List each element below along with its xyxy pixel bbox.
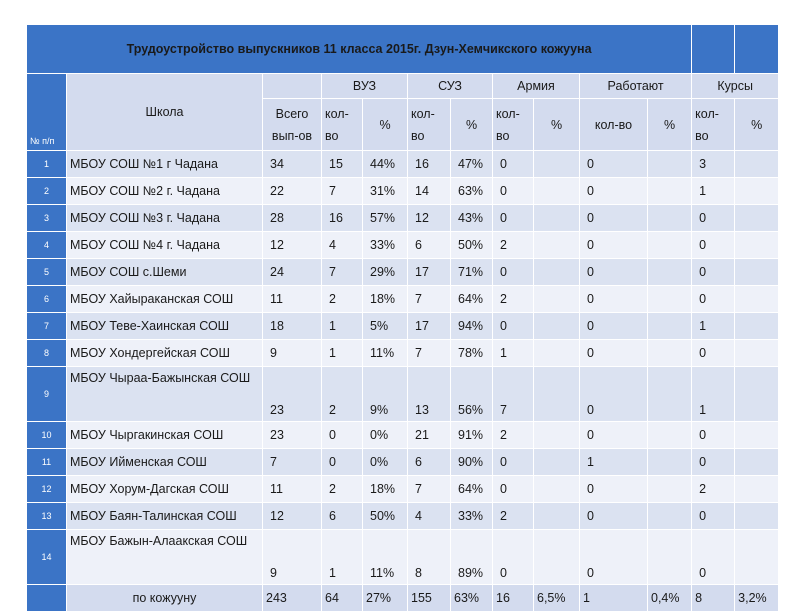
courses-pct xyxy=(735,476,779,503)
vuz-pct: 9% xyxy=(363,367,408,422)
table-row xyxy=(27,503,779,530)
header-kol-line2: во xyxy=(496,128,510,143)
totals-suz-pct: 63% xyxy=(451,585,493,612)
header-vuz: ВУЗ xyxy=(322,74,408,99)
suz-pct: 78% xyxy=(451,340,493,367)
suz-count: 7 xyxy=(408,476,451,503)
header-army: Армия xyxy=(493,74,580,99)
totals-work-pct: 0,4% xyxy=(648,585,692,612)
row-number: 3 xyxy=(27,205,67,232)
totals-vuz-pct: 27% xyxy=(363,585,408,612)
work-count: 0 xyxy=(580,313,648,340)
courses-pct xyxy=(735,367,779,422)
header-courses: Курсы xyxy=(692,74,779,99)
suz-count: 7 xyxy=(408,286,451,313)
army-count: 1 xyxy=(493,340,534,367)
courses-pct xyxy=(735,313,779,340)
courses-pct xyxy=(735,422,779,449)
vuz-pct: 11% xyxy=(363,340,408,367)
work-count: 0 xyxy=(580,367,648,422)
work-pct xyxy=(648,205,692,232)
courses-count: 0 xyxy=(692,503,735,530)
army-count: 2 xyxy=(493,232,534,259)
total-cell: 22 xyxy=(263,178,322,205)
army-pct xyxy=(534,259,580,286)
header-total-line2: вып-ов xyxy=(271,128,313,143)
suz-pct: 50% xyxy=(451,232,493,259)
table-row xyxy=(27,476,779,503)
courses-pct xyxy=(735,232,779,259)
header-vuz-pct: % xyxy=(363,99,408,151)
suz-count: 17 xyxy=(408,313,451,340)
work-pct xyxy=(648,232,692,259)
suz-count: 21 xyxy=(408,422,451,449)
courses-pct xyxy=(735,340,779,367)
total-cell: 7 xyxy=(263,449,322,476)
row-number: 5 xyxy=(27,259,67,286)
courses-pct xyxy=(735,530,779,585)
row-number: 2 xyxy=(27,178,67,205)
school-name: МБОУ Ийменская СОШ xyxy=(67,449,263,476)
total-cell: 34 xyxy=(263,151,322,178)
table-row xyxy=(27,449,779,476)
army-count: 0 xyxy=(493,449,534,476)
courses-count: 0 xyxy=(692,205,735,232)
vuz-pct: 5% xyxy=(363,313,408,340)
vuz-pct: 18% xyxy=(363,476,408,503)
courses-count: 0 xyxy=(692,259,735,286)
courses-pct xyxy=(735,503,779,530)
school-name: МБОУ СОШ №4 г. Чадана xyxy=(67,232,263,259)
vuz-pct: 18% xyxy=(363,286,408,313)
suz-count: 14 xyxy=(408,178,451,205)
suz-pct: 47% xyxy=(451,151,493,178)
army-count: 0 xyxy=(493,259,534,286)
courses-count: 1 xyxy=(692,313,735,340)
suz-pct: 89% xyxy=(451,530,493,585)
school-name: МБОУ Чыргакинская СОШ xyxy=(67,422,263,449)
vuz-count: 1 xyxy=(322,530,363,585)
totals-label: по кожууну xyxy=(67,585,263,612)
vuz-pct: 0% xyxy=(363,449,408,476)
army-pct xyxy=(534,286,580,313)
header-total-blank xyxy=(263,74,322,99)
table-row xyxy=(27,422,779,449)
row-number: 1 xyxy=(27,151,67,178)
school-name: МБОУ Хондергейская СОШ xyxy=(67,340,263,367)
vuz-count: 0 xyxy=(322,449,363,476)
totals-total-cell: 243 xyxy=(263,585,322,612)
courses-count: 0 xyxy=(692,422,735,449)
suz-pct: 64% xyxy=(451,286,493,313)
header-num: № п/п xyxy=(27,74,67,151)
row-number: 4 xyxy=(27,232,67,259)
courses-pct xyxy=(735,151,779,178)
work-pct xyxy=(648,367,692,422)
courses-count: 3 xyxy=(692,151,735,178)
totals-number-blank xyxy=(27,585,67,612)
header-army-count xyxy=(493,99,534,151)
header-suz: СУЗ xyxy=(408,74,493,99)
army-pct xyxy=(534,422,580,449)
school-name: МБОУ Хорум-Дагская СОШ xyxy=(67,476,263,503)
courses-count: 1 xyxy=(692,367,735,422)
work-pct xyxy=(648,449,692,476)
vuz-pct: 11% xyxy=(363,530,408,585)
army-count: 2 xyxy=(493,503,534,530)
total-cell: 23 xyxy=(263,422,322,449)
vuz-count: 7 xyxy=(322,259,363,286)
army-count: 0 xyxy=(493,205,534,232)
school-name: МБОУ СОШ №3 г. Чадана xyxy=(67,205,263,232)
total-cell: 24 xyxy=(263,259,322,286)
vuz-pct: 0% xyxy=(363,422,408,449)
army-pct xyxy=(534,340,580,367)
header-kol-line2: во xyxy=(325,128,339,143)
table-row xyxy=(27,232,779,259)
suz-count: 6 xyxy=(408,232,451,259)
school-name: МБОУ Бажын-Алаакская СОШ xyxy=(67,530,263,585)
totals-suz-count: 155 xyxy=(408,585,451,612)
army-pct xyxy=(534,503,580,530)
header-total-line1: Всего xyxy=(275,106,309,121)
header-total xyxy=(263,99,322,151)
table-row xyxy=(27,340,779,367)
vuz-count: 7 xyxy=(322,178,363,205)
total-cell: 11 xyxy=(263,286,322,313)
suz-count: 16 xyxy=(408,151,451,178)
army-count: 0 xyxy=(493,476,534,503)
courses-count: 0 xyxy=(692,232,735,259)
courses-pct xyxy=(735,178,779,205)
header-kol-line1: кол- xyxy=(325,106,349,121)
work-pct xyxy=(648,340,692,367)
header-kol-line1: кол- xyxy=(695,106,719,121)
row-number: 12 xyxy=(27,476,67,503)
army-count: 0 xyxy=(493,151,534,178)
table-row xyxy=(27,205,779,232)
army-pct xyxy=(534,232,580,259)
table-row xyxy=(27,259,779,286)
suz-count: 6 xyxy=(408,449,451,476)
school-name: МБОУ СОШ с.Шеми xyxy=(67,259,263,286)
work-count: 0 xyxy=(580,205,648,232)
total-cell: 18 xyxy=(263,313,322,340)
work-pct xyxy=(648,476,692,503)
totals-army-count: 16 xyxy=(493,585,534,612)
work-count: 0 xyxy=(580,259,648,286)
work-count: 0 xyxy=(580,503,648,530)
suz-count: 12 xyxy=(408,205,451,232)
vuz-pct: 33% xyxy=(363,232,408,259)
school-name: МБОУ Теве-Хаинская СОШ xyxy=(67,313,263,340)
title-blank-cell xyxy=(692,25,735,74)
army-pct xyxy=(534,151,580,178)
totals-row xyxy=(27,585,779,612)
army-pct xyxy=(534,449,580,476)
vuz-pct: 31% xyxy=(363,178,408,205)
work-pct xyxy=(648,151,692,178)
work-count: 1 xyxy=(580,449,648,476)
work-pct xyxy=(648,313,692,340)
vuz-pct: 50% xyxy=(363,503,408,530)
work-count: 0 xyxy=(580,476,648,503)
courses-pct xyxy=(735,259,779,286)
header-kol-line1: кол- xyxy=(411,106,435,121)
table-title: Трудоустройство выпускников 11 класса 2015г. Дзун-Хемчикского кожууна xyxy=(27,25,692,74)
courses-pct xyxy=(735,449,779,476)
total-cell: 28 xyxy=(263,205,322,232)
school-name: МБОУ Баян-Талинская СОШ xyxy=(67,503,263,530)
courses-count: 0 xyxy=(692,449,735,476)
suz-pct: 90% xyxy=(451,449,493,476)
army-count: 2 xyxy=(493,286,534,313)
total-cell: 23 xyxy=(263,367,322,422)
vuz-count: 15 xyxy=(322,151,363,178)
table-row xyxy=(27,530,779,585)
vuz-count: 4 xyxy=(322,232,363,259)
work-count: 0 xyxy=(580,422,648,449)
work-count: 0 xyxy=(580,178,648,205)
courses-count: 0 xyxy=(692,530,735,585)
suz-pct: 91% xyxy=(451,422,493,449)
work-count: 0 xyxy=(580,232,648,259)
totals-work-count: 1 xyxy=(580,585,648,612)
army-pct xyxy=(534,367,580,422)
totals-courses-pct: 3,2% xyxy=(735,585,779,612)
courses-pct xyxy=(735,205,779,232)
vuz-count: 16 xyxy=(322,205,363,232)
work-pct xyxy=(648,422,692,449)
row-number: 9 xyxy=(27,367,67,422)
work-pct xyxy=(648,286,692,313)
army-pct xyxy=(534,476,580,503)
header-kol-line1: кол- xyxy=(496,106,520,121)
army-pct xyxy=(534,178,580,205)
row-number: 10 xyxy=(27,422,67,449)
title-blank-cell xyxy=(735,25,779,74)
suz-pct: 56% xyxy=(451,367,493,422)
header-suz-pct: % xyxy=(451,99,493,151)
suz-pct: 43% xyxy=(451,205,493,232)
vuz-count: 2 xyxy=(322,367,363,422)
row-number: 14 xyxy=(27,530,67,585)
table-row xyxy=(27,313,779,340)
vuz-pct: 29% xyxy=(363,259,408,286)
courses-count: 1 xyxy=(692,178,735,205)
work-count: 0 xyxy=(580,530,648,585)
table-row xyxy=(27,286,779,313)
table-row xyxy=(27,178,779,205)
vuz-count: 2 xyxy=(322,476,363,503)
header-work-count: кол-во xyxy=(580,99,648,151)
row-number: 7 xyxy=(27,313,67,340)
work-pct xyxy=(648,530,692,585)
header-suz-count xyxy=(408,99,451,151)
vuz-count: 6 xyxy=(322,503,363,530)
header-kol-line2: во xyxy=(411,128,425,143)
work-pct xyxy=(648,178,692,205)
header-courses-pct: % xyxy=(735,99,779,151)
row-number: 6 xyxy=(27,286,67,313)
totals-army-pct: 6,5% xyxy=(534,585,580,612)
header-work-pct: % xyxy=(648,99,692,151)
suz-pct: 71% xyxy=(451,259,493,286)
header-school: Школа xyxy=(67,74,263,151)
army-count: 0 xyxy=(493,313,534,340)
army-count: 2 xyxy=(493,422,534,449)
total-cell: 11 xyxy=(263,476,322,503)
header-work: Работают xyxy=(580,74,692,99)
suz-count: 17 xyxy=(408,259,451,286)
courses-count: 2 xyxy=(692,476,735,503)
suz-pct: 33% xyxy=(451,503,493,530)
vuz-count: 1 xyxy=(322,340,363,367)
total-cell: 9 xyxy=(263,340,322,367)
work-count: 0 xyxy=(580,340,648,367)
courses-pct xyxy=(735,286,779,313)
school-name: МБОУ Хайыраканская СОШ xyxy=(67,286,263,313)
header-army-pct: % xyxy=(534,99,580,151)
header-vuz-count xyxy=(322,99,363,151)
employment-table xyxy=(26,24,779,612)
table-row xyxy=(27,151,779,178)
header-kol-line2: во xyxy=(695,128,709,143)
total-cell: 9 xyxy=(263,530,322,585)
table-row xyxy=(27,367,779,422)
row-number: 8 xyxy=(27,340,67,367)
vuz-count: 2 xyxy=(322,286,363,313)
school-name: МБОУ Чыраа-Бажынская СОШ xyxy=(67,367,263,422)
row-number: 13 xyxy=(27,503,67,530)
vuz-count: 0 xyxy=(322,422,363,449)
work-pct xyxy=(648,503,692,530)
suz-pct: 64% xyxy=(451,476,493,503)
work-count: 0 xyxy=(580,286,648,313)
army-pct xyxy=(534,313,580,340)
vuz-count: 1 xyxy=(322,313,363,340)
suz-pct: 94% xyxy=(451,313,493,340)
work-pct xyxy=(648,259,692,286)
army-pct xyxy=(534,530,580,585)
vuz-pct: 44% xyxy=(363,151,408,178)
row-number: 11 xyxy=(27,449,67,476)
totals-courses-count: 8 xyxy=(692,585,735,612)
vuz-pct: 57% xyxy=(363,205,408,232)
total-cell: 12 xyxy=(263,232,322,259)
suz-count: 8 xyxy=(408,530,451,585)
suz-pct: 63% xyxy=(451,178,493,205)
school-name: МБОУ СОШ №2 г. Чадана xyxy=(67,178,263,205)
suz-count: 4 xyxy=(408,503,451,530)
header-courses-count xyxy=(692,99,735,151)
school-name: МБОУ СОШ №1 г Чадана xyxy=(67,151,263,178)
army-pct xyxy=(534,205,580,232)
army-count: 0 xyxy=(493,530,534,585)
army-count: 7 xyxy=(493,367,534,422)
suz-count: 7 xyxy=(408,340,451,367)
total-cell: 12 xyxy=(263,503,322,530)
courses-count: 0 xyxy=(692,286,735,313)
work-count: 0 xyxy=(580,151,648,178)
army-count: 0 xyxy=(493,178,534,205)
totals-vuz-count: 64 xyxy=(322,585,363,612)
courses-count: 0 xyxy=(692,340,735,367)
suz-count: 13 xyxy=(408,367,451,422)
